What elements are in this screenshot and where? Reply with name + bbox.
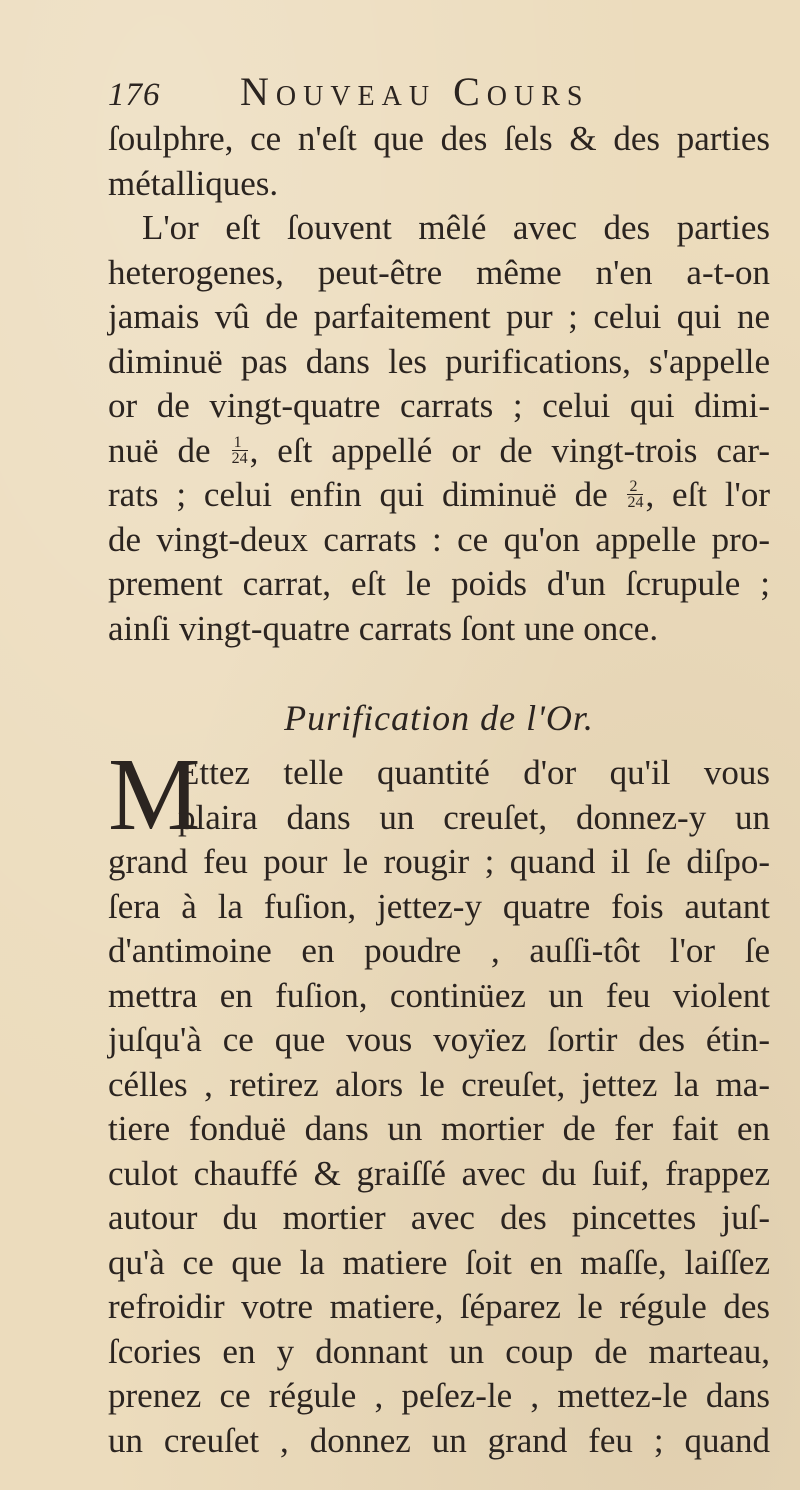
text-line: qu'à ce que la matiere ſoit en maſſe, laiſſez bbox=[108, 1242, 770, 1282]
text-line: diminuë pas dans les purifications, s'appelle bbox=[108, 341, 770, 381]
text-line-with-fraction bbox=[108, 473, 770, 518]
fraction-numerator: 1 bbox=[232, 435, 248, 451]
text-line: or de vingt-quatre carrats ; celui qui dimi- bbox=[108, 386, 770, 425]
text-line: d'antimoine en poudre , auſſi-tôt l'or ſe bbox=[108, 931, 770, 970]
text-line: prement carrat, eſt le poids d'un ſcrupule ; bbox=[108, 564, 770, 603]
text-line: jamais vû de parfaitement pur ; celui qui ne bbox=[108, 297, 770, 336]
text-line: célles , retirez alors le creuſet, jettez la ma- bbox=[108, 1064, 770, 1104]
text-segment: , eſt l'or bbox=[645, 475, 771, 514]
body-text-top bbox=[108, 117, 770, 651]
text-line: de vingt-deux carrats : ce qu'on appelle pro- bbox=[108, 519, 770, 559]
fraction-denominator: 24 bbox=[231, 449, 248, 467]
drop-cap: M bbox=[108, 737, 201, 852]
text-segment: nuë de bbox=[108, 430, 211, 470]
text-line: ainſi vingt-quatre carrats ſont une once. bbox=[108, 608, 659, 648]
text-line: ſera à la fuſion, jettez-y quatre fois autant bbox=[108, 886, 770, 926]
running-title: Nouveau Cours bbox=[240, 69, 590, 114]
text-line: culot chauffé & graiſſé avec du ſuif, frappez bbox=[108, 1153, 770, 1193]
fraction-numerator: 2 bbox=[627, 479, 643, 495]
text-line: refroidir votre matiere, ſéparez le régule des bbox=[108, 1287, 770, 1326]
text-line-with-fraction bbox=[108, 429, 770, 474]
text-line: juſqu'à ce que vous voyïez ſortir des étin- bbox=[108, 1020, 770, 1059]
text-line: ſoulphre, ce n'eſt que des ſels & des parties bbox=[108, 119, 770, 158]
text-line: métalliques. bbox=[108, 163, 279, 203]
fraction-two-24 bbox=[627, 479, 643, 510]
text-line: L'or eſt ſouvent mêlé avec des parties bbox=[142, 208, 770, 247]
text-line: grand feu pour le rougir ; quand il ſe diſpo- bbox=[108, 842, 770, 881]
text-line: heterogenes, peut-être même n'en a-t-on bbox=[108, 252, 770, 292]
fraction-one-24 bbox=[232, 435, 248, 466]
running-head bbox=[108, 68, 770, 115]
text-line: autour du mortier avec des pincettes juſ- bbox=[108, 1198, 770, 1237]
text-segment: , eſt appellé or de vingt-trois car- bbox=[249, 430, 770, 470]
fraction-denominator: 24 bbox=[627, 494, 644, 512]
text-line: plaira dans un creuſet, donnez-y un bbox=[178, 797, 770, 837]
purification-paragraph bbox=[108, 737, 770, 1463]
text-line: mettra en fuſion, continüez un feu violent bbox=[108, 975, 770, 1015]
text-line: prenez ce régule , peſez-le , mettez-le dans bbox=[108, 1376, 770, 1415]
text-line: tiere fonduë dans un mortier de fer fait en bbox=[108, 1109, 770, 1148]
section-heading: Purification de l'Or. bbox=[284, 698, 594, 738]
text-line: un creuſet , donnez un grand feu ; quand bbox=[108, 1420, 770, 1460]
text-segment: rats ; celui enfin qui diminuë de bbox=[108, 475, 608, 514]
text-line: Ettez telle quantité d'or qu'il vous bbox=[178, 753, 770, 792]
page-number: 176 bbox=[108, 77, 161, 113]
text-line: ſcories en y donnant un coup de marteau, bbox=[108, 1331, 770, 1371]
